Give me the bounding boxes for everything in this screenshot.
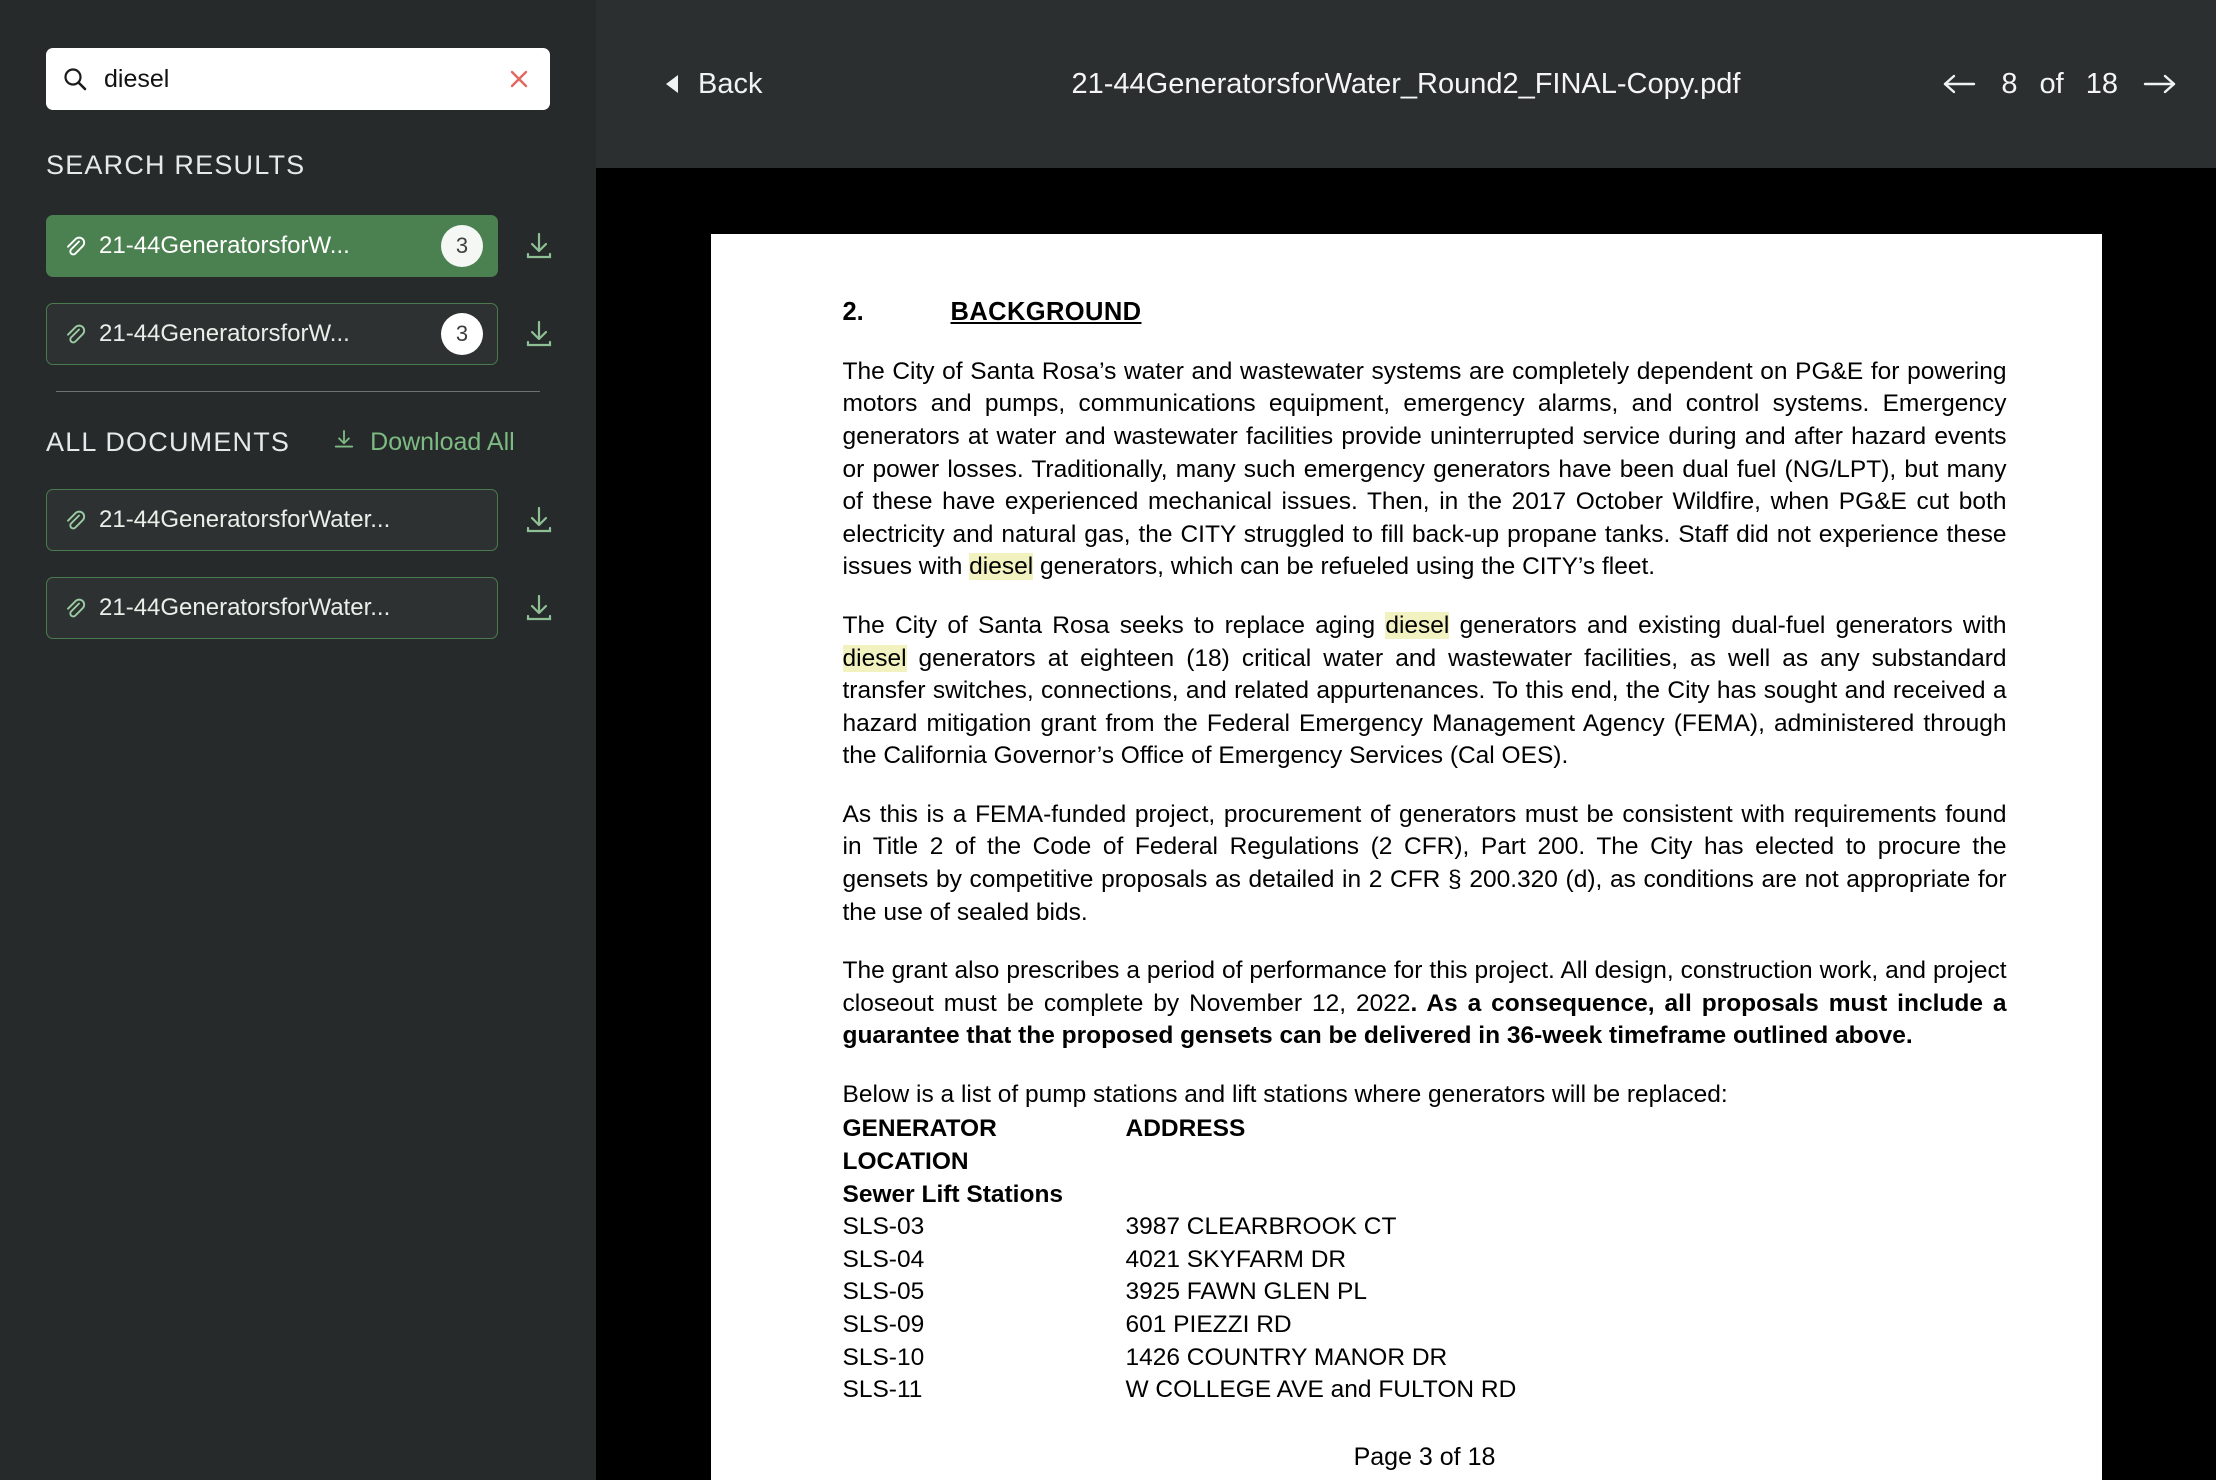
search-input[interactable]	[102, 64, 504, 95]
paragraph-4-part-a: The grant also prescribes a period of performance for this project. All design, construction work, and project closeout must be complete by November 12, 2022	[842, 957, 2007, 1017]
table-col-header-address: ADDRESS	[1125, 1115, 1246, 1143]
download-icon[interactable]	[516, 311, 562, 357]
back-label: Back	[698, 67, 763, 100]
table-cell-address: 4021 SKYFARM DR	[1125, 1245, 1347, 1273]
pdf-page	[711, 234, 2102, 1480]
table-cell-address: W COLLEGE AVE and FULTON RD	[1125, 1376, 1517, 1404]
list-item	[46, 303, 550, 365]
paperclip-icon	[61, 321, 87, 347]
download-icon[interactable]	[516, 585, 562, 631]
table-row	[843, 1374, 2007, 1407]
all-documents-title: ALL DOCUMENTS	[46, 427, 291, 457]
page-footer: Page 3 of 18	[1353, 1442, 1496, 1471]
table-cell-location: SLS-11	[842, 1376, 923, 1404]
generator-table	[843, 1113, 2007, 1406]
paperclip-icon	[61, 595, 87, 621]
search-result-name-1: 21-44GeneratorsforW...	[99, 320, 350, 347]
table-header-row	[843, 1113, 2007, 1178]
table-cell-address: 1426 COUNTRY MANOR DR	[1125, 1343, 1448, 1371]
search-results-list	[46, 215, 550, 365]
download-all-button[interactable]	[330, 426, 515, 459]
search-result-count-0: 3	[441, 225, 483, 267]
paragraph-3: As this is a FEMA-funded project, procurement of generators must be consistent with requirements found in Title 2 of the Code of Federal Regulations (2 CFR), Part 200. The City has elected to procure the gensets by competitive proposals as detailed in 2 CFR § 200.320 (d), as conditions are not appropriate for the use of sealed bids.	[842, 800, 2007, 926]
highlight-diesel-1: diesel	[969, 553, 1034, 581]
section-heading	[843, 296, 2007, 330]
download-icon[interactable]	[516, 223, 562, 269]
table-cell-location: SLS-04	[842, 1245, 925, 1273]
paperclip-icon	[61, 507, 87, 533]
arrow-left-icon[interactable]	[1939, 64, 1979, 104]
page-area	[596, 168, 2216, 1480]
all-documents-list	[46, 489, 550, 639]
table-cell-location: SLS-03	[842, 1213, 925, 1241]
search-result-chip-1[interactable]	[46, 303, 498, 365]
heading-number: 2.	[842, 298, 864, 326]
viewer-topbar	[596, 0, 2216, 168]
current-page: 8	[2001, 67, 2018, 100]
table-cell-address: 3987 CLEARBROOK CT	[1125, 1213, 1397, 1241]
table-row	[843, 1342, 2007, 1375]
paragraph-1-part-b: generators, which can be refueled using the CITY’s fleet.	[1033, 553, 1656, 581]
search-result-name-0: 21-44GeneratorsforW...	[99, 232, 350, 259]
paragraph-2	[843, 610, 2007, 773]
search-icon	[62, 66, 88, 92]
list-item	[46, 489, 550, 551]
all-documents-header	[46, 426, 550, 459]
paperclip-icon	[61, 233, 87, 259]
paragraph-2-part-a: The City of Santa Rosa seeks to replace aging	[842, 611, 1386, 639]
arrow-right-icon[interactable]	[2140, 64, 2180, 104]
paragraph-2-part-b: generators and existing dual-fuel generators with	[1449, 611, 2007, 639]
page-title: 21-44GeneratorsforWater_Round2_FINAL-Copy.pdf	[1071, 67, 1741, 100]
highlight-diesel-3: diesel	[842, 644, 907, 672]
close-icon[interactable]	[504, 64, 534, 94]
highlight-diesel-2: diesel	[1385, 611, 1450, 639]
download-icon	[330, 426, 358, 459]
of-label: of	[2039, 67, 2064, 100]
list-item	[46, 215, 550, 277]
download-icon[interactable]	[516, 497, 562, 543]
table-cell-location: SLS-10	[842, 1343, 925, 1371]
table-subheader: Sewer Lift Stations	[842, 1180, 1064, 1208]
back-button[interactable]	[664, 68, 762, 101]
paragraph-1	[843, 356, 2007, 584]
table-cell-location: SLS-05	[842, 1278, 925, 1306]
search-result-count-1: 3	[441, 313, 483, 355]
paragraph-4-bold: . As a consequence, all proposals must include a guarantee that the proposed gensets can be delivered in 36-week timeframe outlined above.	[842, 989, 2007, 1050]
table-cell-address: 601 PIEZZI RD	[1125, 1310, 1292, 1338]
sidebar	[0, 0, 596, 1480]
table-row	[843, 1244, 2007, 1277]
all-document-chip-1[interactable]	[46, 577, 498, 639]
document-body	[843, 296, 2007, 1474]
table-row	[843, 1309, 2007, 1342]
search-results-title: SEARCH RESULTS	[46, 150, 306, 180]
table-col-header-location: GENERATOR LOCATION	[842, 1115, 997, 1176]
paragraph-1-part-a: The City of Santa Rosa’s water and wastewater systems are completely dependent on PG&E for powering motors and pumps, communications equipment, emergency alarms, and control systems. Emergency generators at water and wastewater facilities provide uninterrupted service during and after hazard events or power losses. Traditionally, many such emergency generators have been dual fuel (NG/LPT), but many of these have experienced mechanical issues. Then, in the 2017 October Wildfire, when PG&E cut both electricity and natural gas, the CITY struggled to fill back-up propane tanks. Staff did not experience these issues with	[842, 357, 2007, 581]
paragraph-4	[843, 955, 2007, 1053]
list-item	[46, 577, 550, 639]
table-row	[843, 1276, 2007, 1309]
triangle-left-icon	[664, 73, 682, 95]
all-document-name-1: 21-44GeneratorsforWater...	[99, 594, 391, 621]
search-box[interactable]	[46, 48, 550, 110]
pager	[1939, 64, 2180, 104]
table-cell-location: SLS-09	[842, 1310, 925, 1338]
paragraph-2-part-c: generators at eighteen (18) critical water and wastewater facilities, as well as any substandard transfer switches, connections, and related appurtenances. To this end, the City has sought and received a hazard mitigation grant from the Federal Emergency Management Agency (FEMA), administered through the California Governor’s Office of Emergency Services (Cal OES).	[842, 644, 2007, 770]
search-result-chip-0[interactable]	[46, 215, 498, 277]
all-document-name-0: 21-44GeneratorsforWater...	[99, 506, 391, 533]
table-intro: Below is a list of pump stations and lift stations where generators will be replaced:	[842, 1080, 1728, 1108]
divider	[56, 391, 540, 392]
heading-text: BACKGROUND	[950, 298, 1142, 326]
pdf-viewer	[596, 0, 2216, 1480]
table-row	[843, 1211, 2007, 1244]
download-all-label: Download All	[370, 428, 515, 456]
table-cell-address: 3925 FAWN GLEN PL	[1125, 1278, 1367, 1306]
total-pages: 18	[2085, 67, 2118, 100]
all-document-chip-0[interactable]	[46, 489, 498, 551]
